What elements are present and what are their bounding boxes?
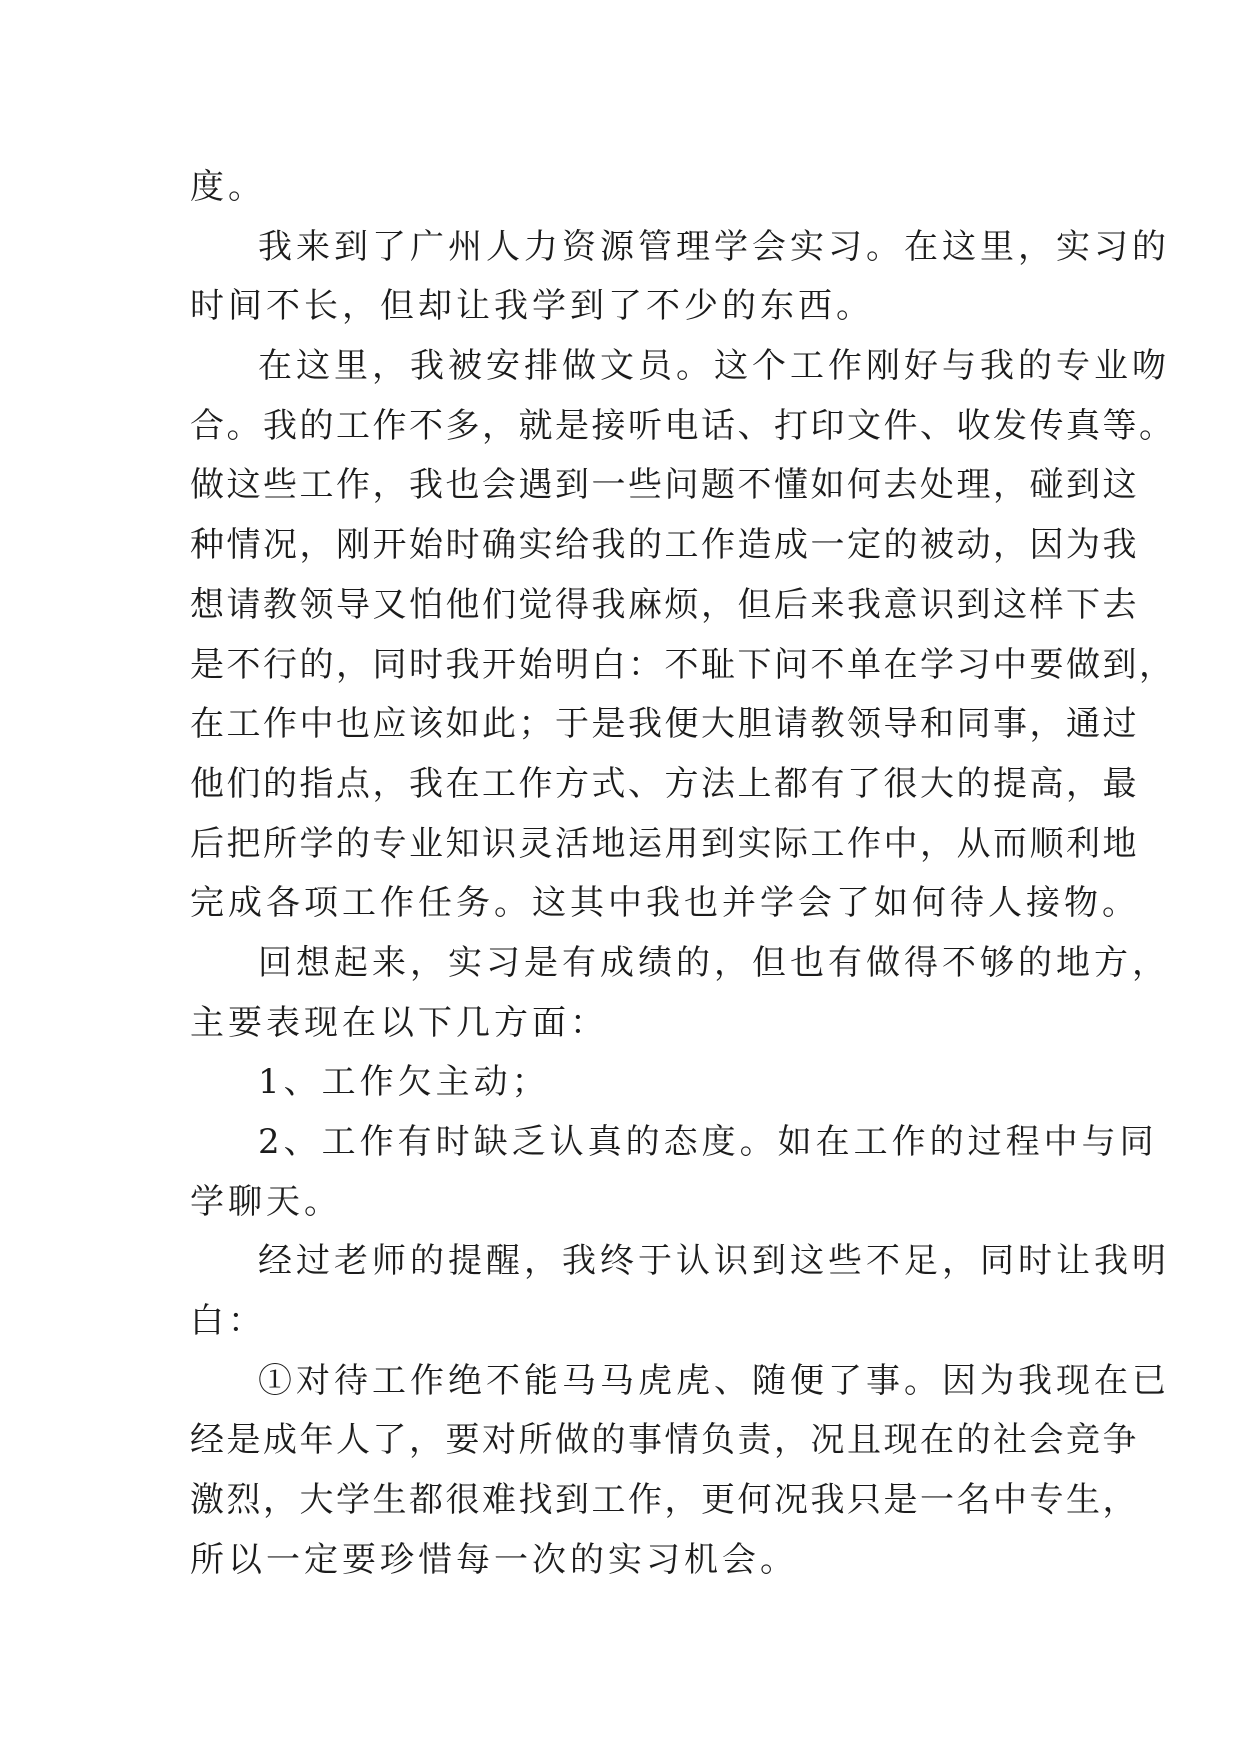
text-line-4: 在这里，我被安排做文员。这个工作刚好与我的专业吻: [258, 346, 1170, 387]
text-line-2: 我来到了广州人力资源管理学会实习。在这里，实习的: [258, 226, 1170, 267]
text-line-23: 激烈，大学生都很难找到工作，更何况我只是一名中专生，: [190, 1480, 1139, 1521]
text-line-22: 经是成年人了，要对所做的事情负责，况且现在的社会竞争: [190, 1420, 1139, 1461]
text-line-18: 学聊天。: [190, 1181, 342, 1222]
document-body: [190, 158, 1176, 1591]
text-line-9: 是不行的，同时我开始明白：不耻下问不单在学习中要做到，: [190, 644, 1176, 685]
text-line-21: ①对待工作绝不能马马虎虎、随便了事。因为我现在已: [258, 1360, 1170, 1401]
text-line-19: 经过老师的提醒，我终于认识到这些不足，同时让我明: [258, 1241, 1170, 1282]
text-line-16: 1、工作欠主动；: [258, 1062, 550, 1103]
text-line-11: 他们的指点，我在工作方式、方法上都有了很大的提高，最: [190, 763, 1139, 804]
text-line-12: 后把所学的专业知识灵活地运用到实际工作中，从而顺利地: [190, 823, 1139, 864]
text-line-24: 所以一定要珍惜每一次的实习机会。: [190, 1539, 798, 1580]
text-line-3: 时间不长，但却让我学到了不少的东西。: [190, 286, 874, 327]
text-line-14: 回想起来，实习是有成绩的，但也有做得不够的地方，: [258, 942, 1170, 983]
text-line-7: 种情况，刚开始时确实给我的工作造成一定的被动，因为我: [190, 525, 1139, 566]
text-line-15: 主要表现在以下几方面：: [190, 1002, 608, 1043]
text-line-5: 合。我的工作不多，就是接听电话、打印文件、收发传真等。: [190, 405, 1176, 446]
text-line-17: 2、工作有时缺乏认真的态度。如在工作的过程中与同: [258, 1122, 1158, 1162]
text-line-13: 完成各项工作任务。这其中我也并学会了如何待人接物。: [190, 883, 1140, 924]
text-line-1: 度。: [190, 167, 266, 207]
text-line-10: 在工作中也应该如此；于是我便大胆请教领导和同事，通过: [190, 704, 1139, 745]
text-line-20: 白：: [190, 1301, 266, 1342]
text-line-6: 做这些工作，我也会遇到一些问题不懂如何去处理，碰到这: [190, 465, 1139, 506]
text-line-8: 想请教领导又怕他们觉得我麻烦，但后来我意识到这样下去: [190, 584, 1139, 625]
